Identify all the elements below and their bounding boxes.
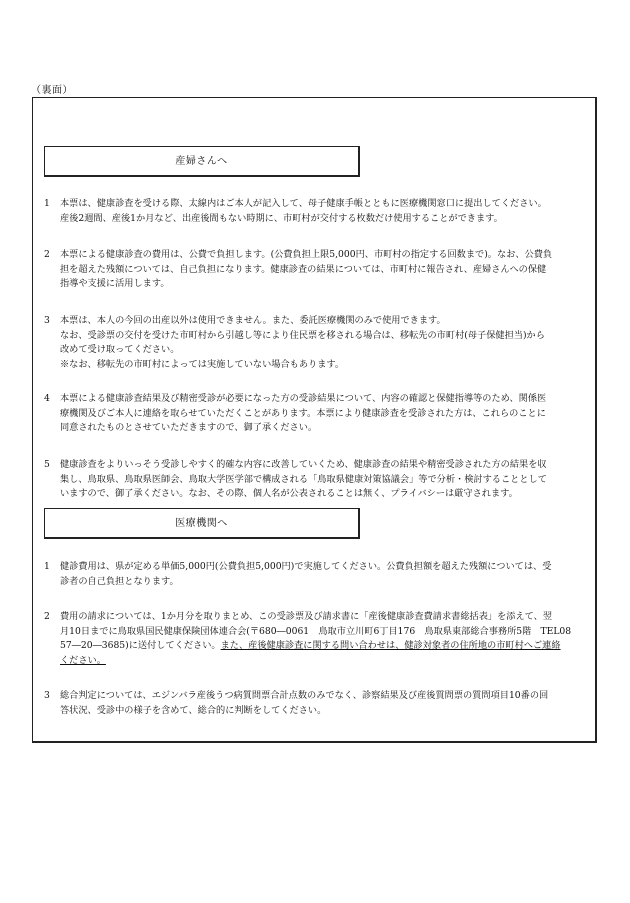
item-line: 健康診査をよりいっそう受診しやすく的確な内容に改善していくため、健康診査の結果や精密受診された方の結果を収: [60, 459, 547, 470]
item-line: 総合判定については、エジンバラ産後うつ病質問票合計点数のみでなく、診察結果及び産後質問票の質問項目10番の回: [60, 690, 549, 701]
item-line: 答状況、受診中の様子を含めて、総合的に判断をしてください。: [60, 704, 327, 716]
item-line: 健診費用は、県が定める単価5,000円(公費負担5,000円)で実施してください。公費負担額を超えた残額については、受: [60, 561, 552, 572]
item-number: 4: [44, 393, 50, 404]
page-side-label: （裏面）: [31, 85, 73, 96]
item-line-text: 57―20―3685)に送付してください。: [60, 640, 221, 651]
mothers-item-5: [44, 458, 592, 502]
item-line: 集し、鳥取県、鳥取県医師会、鳥取大学医学部で構成される「鳥取県健康対策協議会」等で分析・検討することとして: [60, 473, 547, 485]
item-line: なお、受診票の交付を受けた市町村から引越し等により住民票を移される場合は、移転先の市町村(母子保健担当)から: [60, 329, 545, 341]
item-number: 2: [44, 249, 50, 260]
section-title-medical-institutions: 医療機関へ: [44, 508, 360, 539]
item-line: 担を超えた残額については、自己負担になります。健康診査の結果については、市町村に報告され、産婦さんへの保健: [60, 263, 547, 275]
mothers-item-4: [44, 392, 592, 436]
mothers-item-3: [44, 314, 592, 372]
item-number: 1: [44, 561, 50, 572]
item-line: 療機関及びご本人に連絡を取らせていただくことがあります。本票により健康診査を受診された方は、これらのことに: [60, 407, 546, 419]
item-line: ※なお、移転先の市町村によっては実施していない場合もあります。: [60, 358, 345, 370]
item-line: 本票は、健康診査を受ける際、太線内はご本人が記入して、母子健康手帳とともに医療機関窓口に提出してください。: [60, 198, 547, 209]
item-line-mixed: [60, 639, 592, 654]
item-number: 1: [44, 198, 50, 209]
item-line: 本票は、本人の今回の出産以外は使用できません。また、委託医療機関のみで使用できます。: [60, 315, 446, 326]
item-number: 2: [44, 611, 50, 622]
item-line: 月10日までに鳥取県国民健康保険団体連合会(〒680―0061 鳥取市立川町6丁目176 鳥取県東部総合事務所5階 TEL08: [60, 625, 572, 637]
inquiry-notice-underlined: また、産後健康診査に関する問い合わせは、健診対象者の住所地の市町村へご連絡: [220, 640, 561, 651]
item-line: 本票による健康診査結果及び精密受診が必要になった方の受診結果について、内容の確認と保健指導等のため、関係医: [60, 393, 547, 404]
medical-item-1: [44, 560, 592, 589]
item-number: 5: [44, 459, 50, 470]
mothers-item-1: [44, 197, 592, 226]
section-title-mothers: 産婦さんへ: [44, 146, 360, 177]
mothers-item-2: [44, 248, 592, 292]
medical-item-3: [44, 689, 592, 718]
item-line: 診者の自己負担となります。: [60, 575, 179, 587]
item-line: 同意されたものとさせていただきますので、御了承ください。: [60, 422, 318, 433]
item-line: 産後2週間、産後1か月など、出産後間もない時期に、市町村が交付する枚数だけ使用することができます。: [60, 212, 503, 224]
item-line: 指導や支援に活用します。: [60, 278, 170, 289]
medical-item-2: [44, 610, 592, 668]
item-number: 3: [44, 315, 50, 326]
inquiry-notice-underlined: ください。: [60, 654, 106, 666]
item-line: 本票による健康診査の費用は、公費で負担します。(公費負担上限5,000円、市町村の指定する回数まで)。なお、公費負: [60, 249, 553, 260]
item-number: 3: [44, 690, 50, 701]
item-line: いますので、御了承ください。なお、その際、個人名が公表されることは無く、プライバシーは厳守されます。: [60, 488, 518, 499]
item-line: 改めて受け取ってください。: [60, 344, 180, 355]
item-line: 費用の請求については、1か月分を取りまとめ、この受診票及び請求書に「産後健康診査費請求書総括表」を添えて、翌: [60, 611, 553, 622]
